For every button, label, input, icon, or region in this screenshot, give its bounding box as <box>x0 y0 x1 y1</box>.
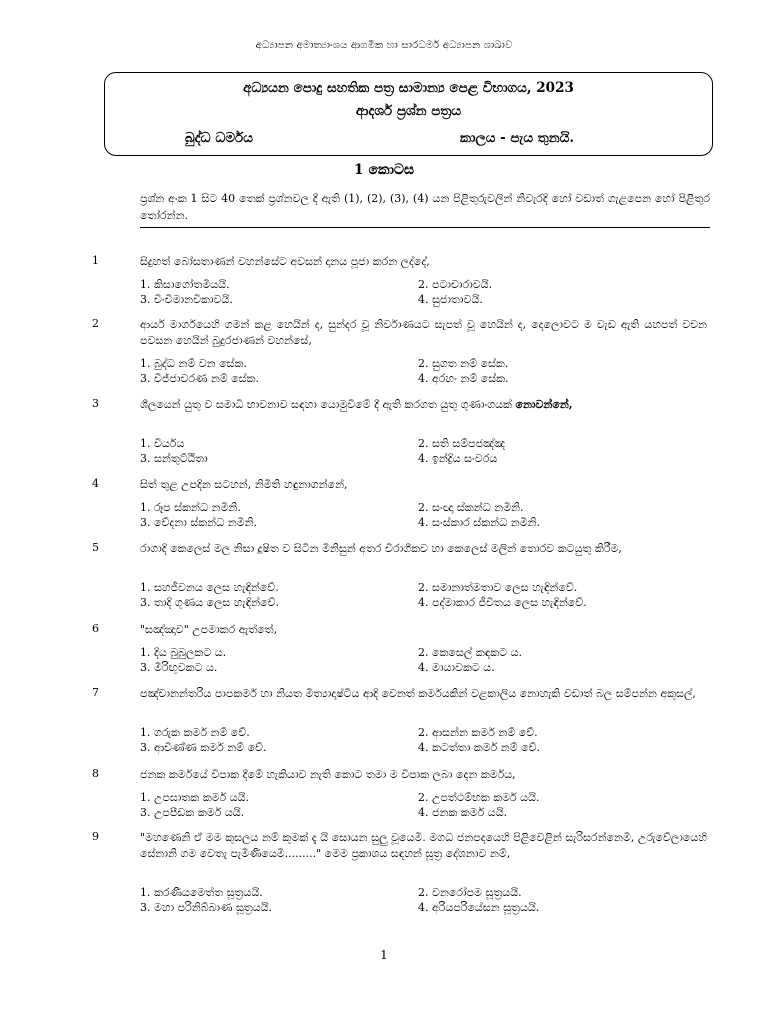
ministry-header: අධ්‍යාපන අමාත්‍යාංශය ආගමික හා සාරධර්ම අධ්‍යාපන ශාඛාව <box>255 40 513 51</box>
option-3: 3. මිරිඟුවකට ය. <box>140 661 218 674</box>
instructions: ප්‍රශ්න අංක 1 සිට 40 තෙක් ප්‍රශ්නවල දී ඇති (1), (2), (3), (4) යන පිළිතුරුවලින් නිවැරදි හෝ වඩාත් ගැළපෙන හෝ පිළිතුර තෝරන්න. <box>140 192 710 222</box>
page-number: 1 <box>380 948 388 962</box>
option-1: 1. කරණීයමෙත්ත සූත්‍රයයි. <box>140 886 263 899</box>
option-1: 1. රූප ස්කන්ධ නමිනි. <box>140 501 241 514</box>
question-text: "සඤ්ඤාව" උපමාකර ඇත්තේ, <box>140 623 278 636</box>
question-number: 7 <box>92 686 99 699</box>
option-2: 2. වනරෝපම සූත්‍රයයි. <box>418 886 522 899</box>
question-text: "මහණෙනි ඒ මම කුසලය නම් කුමක් දැ යි සොයන සුලු වූයෙමි. මගධ ජනපදයෙහි පිළිවෙළින් සැරිසරන්නෙමි, උරුවේලායෙහි සේනානි ගම වෙතැ පැමිණියෙමි........." මෙම ප්‍රකාශය සඳහන් සූත්‍ර දේශනාව නම්, <box>140 831 707 860</box>
option-3: 3. මහා පරිනිබ්බාණ සූත්‍රයයි. <box>140 901 273 914</box>
paper-type: ආදර්ශ ප්‍රශ්න පත්‍රය <box>355 103 462 119</box>
option-4: 4. සුජාතාවයි. <box>418 293 483 306</box>
question-number: 1 <box>92 254 99 267</box>
option-3: 3. උපපීඩක කර්ම යයි. <box>140 806 245 819</box>
option-2: 2. පටාචාරාවයි. <box>418 278 493 291</box>
option-4: 4. ජනක කර්ම යයි. <box>418 806 508 819</box>
question-number: 9 <box>92 830 99 843</box>
option-3: 3. චිංචිමානවිකාවයි. <box>140 293 233 306</box>
instructions-divider <box>140 227 710 228</box>
question-text: රාගාදි කෙලෙස් මල නිසා දූෂිත ව සිටින මිනිසුන් අතර විරාගීකව හා කෙලෙස් මලින් තොරව කටයුතු කිරීම, <box>140 542 622 555</box>
option-4: 4. කටත්තා කර්ම නම් වේ. <box>418 741 541 754</box>
option-3: 3. වේදනා ස්කන්ධ නමිනි. <box>140 516 258 529</box>
question-text <box>140 397 707 413</box>
question-text: ජනක කර්මයේ විපාක දීමේ හැකියාව නැති කොට තමා ම විපාක ලබා දෙන කර්මය, <box>140 768 516 781</box>
option-4: 4. සංස්කාර ස්කන්ධ නමිනි. <box>418 516 540 529</box>
option-1: 1. ගරුක කර්ම නම් වේ. <box>140 726 250 739</box>
question-number: 6 <box>92 622 99 635</box>
question-number: 2 <box>92 317 99 330</box>
question-text-main: ශීලයෙන් යුතු ව සමාධි භාවනාව සඳහා යොමුවීමේ දී ඇති කරගත යුතු ගුණාංගයක් <box>140 398 512 411</box>
option-3: 3. ආචිණ්ණ කර්ම නම් වේ. <box>140 741 267 754</box>
option-1: 1. දිය බුබුලකට ය. <box>140 646 227 659</box>
question-emphasis: නොවන්නේ, <box>515 398 573 411</box>
option-2: 2. ආසන්න කර්ම නම් වේ. <box>418 726 538 739</box>
option-2: 2. සති සම්පජඤ්ඤ <box>418 437 506 450</box>
question-text: ආර්ය මාර්ගයෙහි ගමන් කළ හෙයින් ද, සුන්දර වූ නිර්වාණයට සැපත් වූ හෙයින් ද, දෙලොවට ම වැඩ ඇති යහපත් වචන පවසන හෙයින් බුදුරජාණන් වහන්සේ, <box>140 318 707 347</box>
subject-name: බුද්ධ ධර්මය <box>185 130 253 146</box>
option-2: 2. උපත්ථම්භක කර්ම යයි. <box>418 791 540 804</box>
question-text: සිත් තුළ උපදින සටහන්, නිමිති හඳුනාගන්නේ, <box>140 478 348 491</box>
option-1: 1. උපඝාතක කර්ම යයි. <box>140 791 250 804</box>
option-4: 4. අරහං නම් සේක. <box>418 372 509 385</box>
question-text: සිදුහත් බෝසතාණන් වහන්සේට අවසන් දානය පූජා කරන ලද්දේ, <box>140 255 430 268</box>
option-3: 3. තාදි ගුණය ලෙස හැඳින්වේ. <box>140 596 280 609</box>
question-text: පඤ්චානන්තරිය පාපකර්ම හා නියත මිත්‍යාදෘෂ්ටිය ආදි වෙනත් කර්මයකින් වළකාලිය නොහැකි වඩාත් බල සම්පන්න අකුසල්, <box>140 687 696 700</box>
option-2: 2. සංඥා ස්කන්ධ නමිනි. <box>418 501 524 514</box>
option-3: 3. සන්තුට්ඨිතා <box>140 452 208 465</box>
section-title: 1 කොටස <box>353 162 415 178</box>
option-2: 2. සුගත නම් සේක. <box>418 357 509 370</box>
option-1: 1. කිසාගෝතමියයි. <box>140 278 230 291</box>
option-1: 1. සහජීවනය ලෙස හැඳින්වේ. <box>140 581 279 594</box>
option-4: 4. පද්මාකාර ජීවිතය ලෙස හැඳින්වේ. <box>418 596 587 609</box>
question-number: 4 <box>92 477 99 490</box>
title-box <box>104 72 713 156</box>
question-number: 8 <box>92 767 99 780</box>
question-number: 3 <box>92 397 99 410</box>
option-4: 4. මායාවකට ය. <box>418 661 495 674</box>
exam-title: අධ්‍යයන පොදු සහතික පත්‍ර සාමාන්‍ය පෙළ විභාගය, 2023 <box>243 80 574 96</box>
option-1: 1. බුද්ධ නම් වන සේක. <box>140 357 247 370</box>
option-3: 3. විජ්ජාචරණ නම් සේක. <box>140 372 259 385</box>
option-1: 1. වීර්යය <box>140 437 185 450</box>
option-2: 2. කෙසෙල් කඳකට ය. <box>418 646 522 659</box>
question-number: 5 <box>92 541 99 554</box>
option-4: 4. ඉන්ද්‍රිය සංවරය <box>418 452 498 465</box>
exam-duration: කාලය - පැය තුනයි. <box>460 130 575 146</box>
option-2: 2. සමානාත්මතාව ලෙස හැඳින්වේ. <box>418 581 578 594</box>
option-4: 4. අරියපරියේසන සූත්‍රයයි. <box>418 901 540 914</box>
